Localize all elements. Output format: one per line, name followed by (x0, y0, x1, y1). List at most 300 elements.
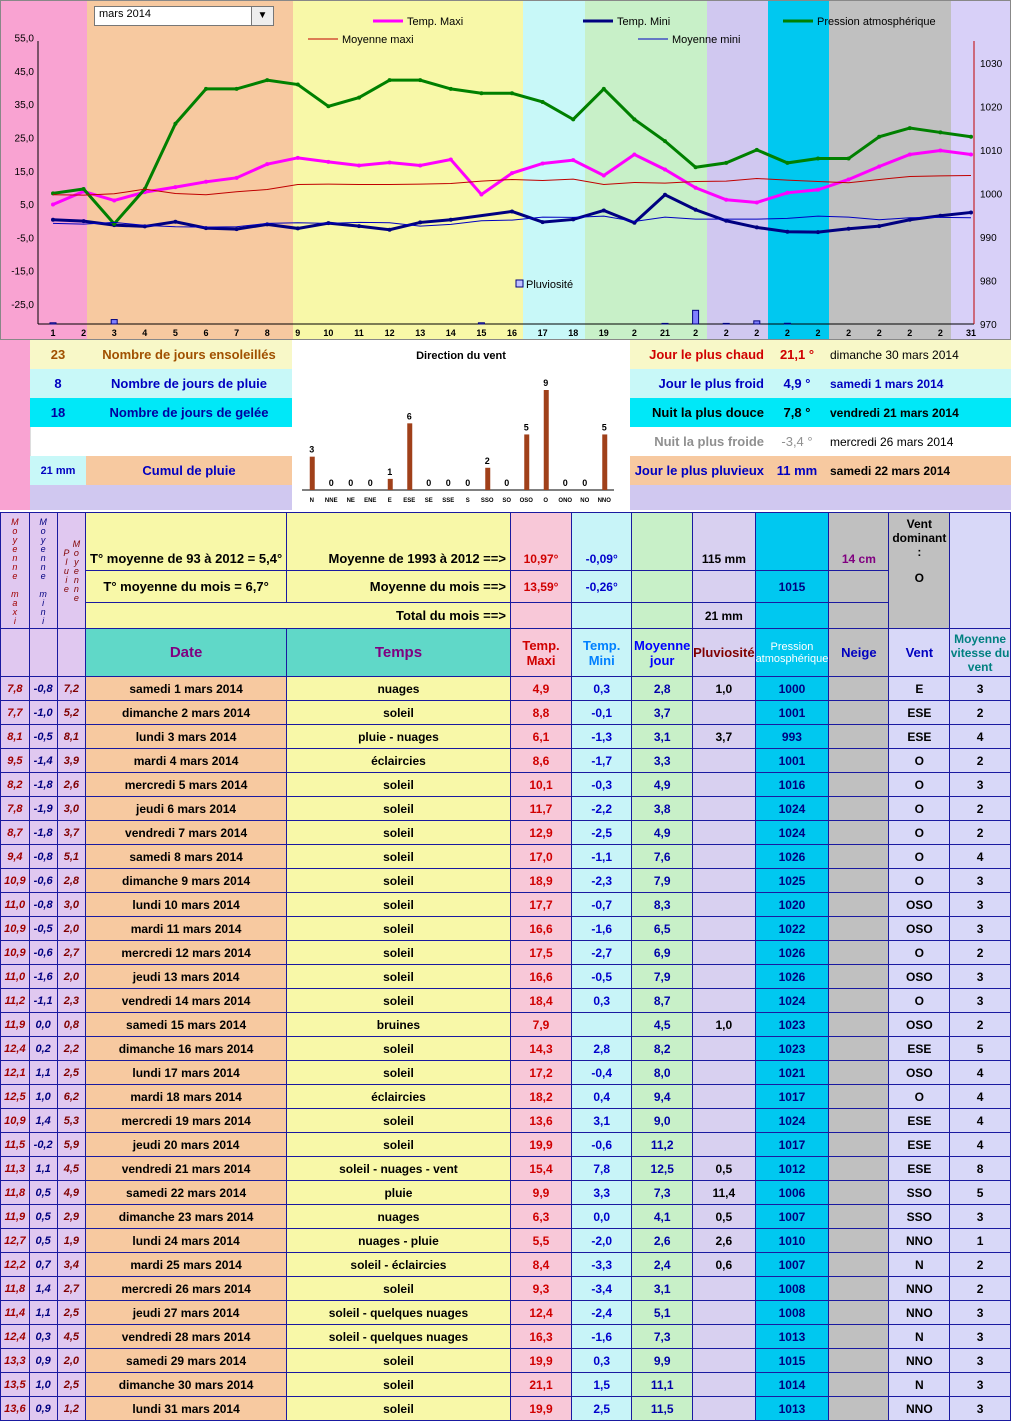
temperature-chart (0, 0, 1011, 340)
cell-moy-maxi: 9,5 (1, 749, 30, 773)
cell-neige (829, 989, 889, 1013)
x-tick-label: 15 (476, 328, 487, 338)
cell-vent: SSO (889, 1205, 950, 1229)
cell-vitesse: 5 (950, 1037, 1011, 1061)
table-row (1, 725, 1011, 749)
cell-vent: OSO (889, 1013, 950, 1037)
cell-vitesse: 3 (950, 1325, 1011, 1349)
cell-tmax: 17,5 (510, 941, 571, 965)
cell-date: dimanche 23 mars 2014 (86, 1205, 287, 1229)
data-point (449, 218, 453, 222)
cell-tmin: -2,7 (572, 941, 632, 965)
cell-temps: pluie - nuages (286, 725, 510, 749)
moy-mois-label: Moyenne du mois ==> (286, 571, 510, 603)
cell-tmin: -1,6 (572, 1325, 632, 1349)
cell-pluv (693, 1349, 755, 1373)
cell-pres: 1008 (755, 1301, 829, 1325)
data-point (357, 96, 361, 100)
cell-tmin: -2,4 (572, 1301, 632, 1325)
cell-moy: 2,8 (632, 677, 693, 701)
cell-vent: ESE (889, 701, 950, 725)
cell-pres: 1015 (755, 1349, 829, 1373)
wind-bar (310, 457, 315, 490)
cell-tmin: -0,1 (572, 701, 632, 725)
cell-temps: soleil (286, 893, 510, 917)
chevron-down-icon[interactable]: ▼ (251, 7, 273, 25)
cell-moy-maxi: 12,4 (1, 1037, 30, 1061)
cell-moy-maxi: 11,5 (1, 1133, 30, 1157)
cell-tmax: 8,8 (510, 701, 571, 725)
table-row (1, 1037, 1011, 1061)
cell-vent: NNO (889, 1301, 950, 1325)
month-select[interactable] (94, 6, 274, 26)
cell-pluv: 0,5 (693, 1157, 755, 1181)
cell-tmax: 16,6 (510, 917, 571, 941)
cell-tmin: -2,2 (572, 797, 632, 821)
cell-moy-pluie: 3,0 (57, 893, 86, 917)
cell-temps: nuages (286, 677, 510, 701)
table-row (1, 989, 1011, 1013)
x-tick-label: 16 (506, 328, 518, 338)
cell-tmax: 10,1 (510, 773, 571, 797)
data-point (571, 217, 575, 221)
x-tick-label: 2 (907, 328, 913, 338)
hot-date: dimanche 30 mars 2014 (826, 340, 1011, 369)
data-point (694, 165, 698, 169)
total-pluv: 21 mm (693, 603, 755, 629)
wind-category-label: ESE (403, 498, 416, 504)
cell-pres: 1020 (755, 893, 829, 917)
cell-moy-pluie: 2,2 (57, 1037, 86, 1061)
cell-moy: 3,3 (632, 749, 693, 773)
data-point (479, 91, 483, 95)
data-point (204, 87, 208, 91)
cell-neige (829, 701, 889, 725)
cell-date: lundi 24 mars 2014 (86, 1229, 287, 1253)
wind-value-label: 5 (601, 422, 607, 433)
cell-vent: O (889, 821, 950, 845)
data-point (571, 117, 575, 121)
cell-neige (829, 1349, 889, 1373)
cell-tmax: 6,1 (510, 725, 571, 749)
cell-vent: O (889, 869, 950, 893)
table-row (1, 869, 1011, 893)
cell-moy-mini: 1,4 (29, 1109, 57, 1133)
cell-vent: N (889, 1373, 950, 1397)
cell-moy-maxi: 11,4 (1, 1301, 30, 1325)
cell-neige (829, 797, 889, 821)
mild-night-label: Nuit la plus douce (630, 398, 768, 427)
data-point (326, 160, 330, 164)
cell-vitesse: 5 (950, 1181, 1011, 1205)
table-row (1, 1373, 1011, 1397)
cell-moy-pluie: 2,3 (57, 989, 86, 1013)
cell-pres: 1026 (755, 941, 829, 965)
cell-pluv (693, 989, 755, 1013)
cell-moy-mini: -0,8 (29, 845, 57, 869)
cell-moy: 9,4 (632, 1085, 693, 1109)
cell-pres: 1014 (755, 1373, 829, 1397)
data-point (877, 135, 881, 139)
cell-moy-pluie: 3,9 (57, 749, 86, 773)
cell-moy-mini: 1,4 (29, 1277, 57, 1301)
cell-tmax: 19,9 (510, 1397, 571, 1421)
blank-row-2 (30, 485, 292, 510)
cell-date: mercredi 5 mars 2014 (86, 773, 287, 797)
cell-moy: 4,5 (632, 1013, 693, 1037)
cell-moy-pluie: 6,2 (57, 1085, 86, 1109)
cell-tmin: -2,0 (572, 1229, 632, 1253)
mois-neige (829, 571, 889, 603)
cell-moy-maxi: 10,9 (1, 917, 30, 941)
table-row (1, 1205, 1011, 1229)
tmoy-mois: T° moyenne du mois = 6,7° (86, 571, 287, 603)
cell-tmin: -0,6 (572, 1133, 632, 1157)
cell-tmin: -0,7 (572, 893, 632, 917)
cell-temps: nuages (286, 1205, 510, 1229)
mois-tmin: -0,26° (572, 571, 632, 603)
cell-pres: 1000 (755, 677, 829, 701)
wind-value-label: 0 (465, 478, 471, 488)
cell-pluv (693, 1301, 755, 1325)
blank-row-3 (630, 485, 1011, 510)
mild-night-value: 7,8 ° (768, 398, 826, 427)
data-point (418, 78, 422, 82)
col-neige: Neige (829, 629, 889, 677)
cell-moy-mini: 1,1 (29, 1061, 57, 1085)
cell-tmax: 16,6 (510, 965, 571, 989)
sun-count: 23 (30, 340, 86, 369)
data-point (541, 220, 545, 224)
cell-temps: soleil - quelques nuages (286, 1325, 510, 1349)
cell-pres: 1007 (755, 1205, 829, 1229)
hot-value: 21,1 ° (768, 340, 826, 369)
x-tick-label: 18 (568, 328, 579, 338)
cell-moy-maxi: 10,9 (1, 869, 30, 893)
data-point (357, 163, 361, 167)
cell-temps: soleil - nuages - vent (286, 1157, 510, 1181)
cell-tmin: -1,6 (572, 917, 632, 941)
x-tick-label: 2 (815, 328, 821, 338)
cell-pluv (693, 1397, 755, 1421)
x-tick-label: 7 (234, 328, 240, 338)
cell-pluv: 0,6 (693, 1253, 755, 1277)
cell-moy-mini: 0,9 (29, 1397, 57, 1421)
cell-neige (829, 1061, 889, 1085)
cell-date: mardi 18 mars 2014 (86, 1085, 287, 1109)
x-tick-label: 2 (846, 328, 852, 338)
mois-pluv (693, 571, 755, 603)
cell-moy-mini: -1,8 (29, 773, 57, 797)
cell-vitesse: 4 (950, 1133, 1011, 1157)
y-left-tick-label: -25,0 (11, 300, 34, 311)
cell-pres: 1006 (755, 1181, 829, 1205)
cell-vent: ESE (889, 1157, 950, 1181)
cell-pluv (693, 893, 755, 917)
line-chart-svg (1, 1, 1011, 340)
vent-dominant-value: O (914, 571, 924, 585)
x-tick-label: 14 (445, 328, 456, 338)
cell-vent: O (889, 749, 950, 773)
data-point (388, 161, 392, 165)
ref-moy (632, 513, 693, 571)
cell-pres: 1008 (755, 1277, 829, 1301)
rain-count: 8 (30, 369, 86, 398)
table-row (1, 1157, 1011, 1181)
cell-tmin: 0,3 (572, 677, 632, 701)
data-point (204, 180, 208, 184)
cell-date: samedi 15 mars 2014 (86, 1013, 287, 1037)
cell-tmin: 7,8 (572, 1157, 632, 1181)
cell-neige (829, 1325, 889, 1349)
mois-pres: 1015 (755, 571, 829, 603)
cell-tmin: 2,8 (572, 1037, 632, 1061)
cell-pres: 993 (755, 725, 829, 749)
table-row (1, 1061, 1011, 1085)
cell-tmax: 8,6 (510, 749, 571, 773)
cell-vent: ESE (889, 1037, 950, 1061)
cell-neige (829, 1277, 889, 1301)
pluvio-bar (784, 323, 790, 324)
cell-pres: 1024 (755, 989, 829, 1013)
data-point (571, 158, 575, 162)
data-point (755, 200, 759, 204)
y-left-tick-label: 45,0 (14, 66, 34, 78)
cell-moy: 7,9 (632, 869, 693, 893)
cell-pres: 1016 (755, 773, 829, 797)
cell-neige (829, 725, 889, 749)
cell-tmin: -3,3 (572, 1253, 632, 1277)
cell-vitesse: 2 (950, 749, 1011, 773)
cell-pres: 1012 (755, 1157, 829, 1181)
cell-moy-mini: 0,5 (29, 1181, 57, 1205)
cell-temps: soleil (286, 941, 510, 965)
cell-date: samedi 1 mars 2014 (86, 677, 287, 701)
y-left-tick-label: -5,0 (16, 233, 34, 245)
cell-vitesse: 2 (950, 1013, 1011, 1037)
cell-pres: 1001 (755, 749, 829, 773)
col-tmin: Temp. Mini (572, 629, 632, 677)
table-row (1, 1253, 1011, 1277)
cell-neige (829, 1253, 889, 1277)
table-row (1, 1013, 1011, 1037)
cell-date: samedi 29 mars 2014 (86, 1349, 287, 1373)
ref-neige: 14 cm (829, 513, 889, 571)
data-point (602, 208, 606, 212)
rain-day-date: samedi 22 mars 2014 (826, 456, 1011, 485)
cell-date: mardi 11 mars 2014 (86, 917, 287, 941)
pluvio-bar (111, 320, 117, 324)
cell-neige (829, 677, 889, 701)
mois-tmax: 13,59° (510, 571, 571, 603)
cell-moy-pluie: 4,5 (57, 1325, 86, 1349)
cell-vitesse: 3 (950, 869, 1011, 893)
total-pres (755, 603, 829, 629)
cell-date: mercredi 26 mars 2014 (86, 1277, 287, 1301)
cell-tmax: 9,3 (510, 1277, 571, 1301)
x-tick-label: 2 (631, 328, 637, 338)
x-tick-label: 21 (659, 328, 671, 338)
cell-moy-maxi: 11,0 (1, 965, 30, 989)
total-moy (632, 603, 693, 629)
cell-moy-mini: 0,9 (29, 1349, 57, 1373)
frost-label: Nombre de jours de gelée (86, 398, 292, 427)
cum-value: 21 mm (30, 456, 86, 485)
cell-vitesse: 4 (950, 1109, 1011, 1133)
x-tick-label: 2 (784, 328, 790, 338)
data-point (632, 153, 636, 157)
cell-neige (829, 1157, 889, 1181)
cold-date: samedi 1 mars 2014 (826, 369, 1011, 398)
y-left-tick-label: -15,0 (11, 266, 34, 278)
cell-moy-mini: -0,5 (29, 725, 57, 749)
cell-vent: ESE (889, 725, 950, 749)
cell-date: mardi 4 mars 2014 (86, 749, 287, 773)
cell-pluv (693, 1133, 755, 1157)
x-tick-label: 9 (295, 328, 301, 338)
cell-tmax: 9,9 (510, 1181, 571, 1205)
cell-moy-mini: -0,6 (29, 869, 57, 893)
y-right-tick-label: 980 (980, 276, 997, 288)
data-point (112, 198, 116, 202)
cell-tmin: -3,4 (572, 1277, 632, 1301)
cell-temps: éclaircies (286, 1085, 510, 1109)
data-point (296, 156, 300, 160)
cell-tmin: -2,3 (572, 869, 632, 893)
cell-vent: NNO (889, 1397, 950, 1421)
wind-value-label: 6 (406, 411, 412, 422)
cell-moy-mini: -0,6 (29, 941, 57, 965)
cell-vent: O (889, 773, 950, 797)
wind-category-label: NO (580, 498, 590, 504)
cell-tmax: 7,9 (510, 1013, 571, 1037)
cell-pres: 1013 (755, 1397, 829, 1421)
data-point (663, 139, 667, 143)
col-moy: Moyenne jour (632, 629, 693, 677)
cell-moy-pluie: 3,7 (57, 821, 86, 845)
cell-date: lundi 3 mars 2014 (86, 725, 287, 749)
cell-moy-mini: 0,0 (29, 1013, 57, 1037)
y-right-tick-label: 1000 (980, 189, 1003, 201)
cell-date: vendredi 28 mars 2014 (86, 1325, 287, 1349)
data-point (938, 130, 942, 134)
data-point (235, 227, 239, 231)
table-row (1, 701, 1011, 725)
cell-moy-pluie: 5,9 (57, 1133, 86, 1157)
wind-bar (524, 434, 529, 490)
cell-moy: 8,3 (632, 893, 693, 917)
cell-vent: N (889, 1253, 950, 1277)
table-row (1, 1349, 1011, 1373)
cell-moy-mini: 0,2 (29, 1037, 57, 1061)
cell-moy: 4,1 (632, 1205, 693, 1229)
hdr-blank-3 (57, 629, 86, 677)
cell-pluv: 0,5 (693, 1205, 755, 1229)
cell-moy-maxi: 12,7 (1, 1229, 30, 1253)
y-right-tick-label: 1020 (980, 102, 1003, 114)
cell-pres: 1023 (755, 1013, 829, 1037)
cell-moy-mini: 1,1 (29, 1301, 57, 1325)
cell-moy-mini: 1,1 (29, 1157, 57, 1181)
data-point (510, 91, 514, 95)
cell-pres: 1023 (755, 1037, 829, 1061)
cell-moy-pluie: 2,5 (57, 1061, 86, 1085)
cell-moy-pluie: 8,1 (57, 725, 86, 749)
cell-vitesse: 4 (950, 1061, 1011, 1085)
legend-pluvio-label: Pluviosité (526, 279, 574, 291)
table-row (1, 1133, 1011, 1157)
cell-date: lundi 10 mars 2014 (86, 893, 287, 917)
data-point (755, 225, 759, 229)
cell-tmax: 6,3 (510, 1205, 571, 1229)
data-point (877, 164, 881, 168)
cell-vitesse: 2 (950, 941, 1011, 965)
cell-tmin: -1,1 (572, 845, 632, 869)
cell-moy-mini: -1,1 (29, 989, 57, 1013)
cell-moy-pluie: 7,2 (57, 677, 86, 701)
cell-tmax: 13,6 (510, 1109, 571, 1133)
data-point (296, 83, 300, 87)
cell-neige (829, 1205, 889, 1229)
total-label: Total du mois ==> (86, 603, 511, 629)
wind-category-label: OSO (519, 498, 533, 504)
moy-ref-label: Moyenne de 1993 à 2012 ==> (286, 513, 510, 571)
cell-tmax: 4,9 (510, 677, 571, 701)
cell-tmax: 18,9 (510, 869, 571, 893)
x-tick-label: 2 (876, 328, 882, 338)
data-point (724, 161, 728, 165)
cell-vent: ESE (889, 1133, 950, 1157)
table-row (1, 917, 1011, 941)
data-point (235, 176, 239, 180)
wind-category-label: E (387, 498, 392, 504)
x-tick-label: 1 (50, 328, 56, 338)
cell-tmax: 19,9 (510, 1133, 571, 1157)
cell-moy-mini: -0,5 (29, 917, 57, 941)
cell-tmax: 8,4 (510, 1253, 571, 1277)
wind-category-label: N (309, 498, 314, 504)
data-point (449, 87, 453, 91)
cell-moy: 11,1 (632, 1373, 693, 1397)
x-tick-label: 12 (384, 328, 395, 338)
cell-moy-pluie: 1,9 (57, 1229, 86, 1253)
data-point (694, 186, 698, 190)
cell-moy-pluie: 2,5 (57, 1373, 86, 1397)
tmoy-ref: T° moyenne de 93 à 2012 = 5,4° (86, 513, 287, 571)
col-pluv: Pluviosité (693, 629, 755, 677)
cell-tmax: 14,3 (510, 1037, 571, 1061)
col-vit: Moyenne vitesse du vent (950, 629, 1011, 677)
cell-moy: 11,5 (632, 1397, 693, 1421)
cell-tmax: 12,4 (510, 1301, 571, 1325)
cell-pluv: 1,0 (693, 1013, 755, 1037)
cell-vent: ESE (889, 1109, 950, 1133)
cell-moy: 5,1 (632, 1301, 693, 1325)
data-point (816, 157, 820, 161)
series-line (53, 80, 971, 224)
cell-moy: 6,5 (632, 917, 693, 941)
cell-moy-pluie: 2,9 (57, 1205, 86, 1229)
cell-pres: 1010 (755, 1229, 829, 1253)
cell-vitesse: 4 (950, 725, 1011, 749)
cell-vitesse: 4 (950, 845, 1011, 869)
cell-tmax: 11,7 (510, 797, 571, 821)
cell-neige (829, 773, 889, 797)
data-point (785, 230, 789, 234)
cell-moy-maxi: 10,9 (1, 1109, 30, 1133)
cell-moy: 11,2 (632, 1133, 693, 1157)
cell-tmax: 19,9 (510, 1349, 571, 1373)
